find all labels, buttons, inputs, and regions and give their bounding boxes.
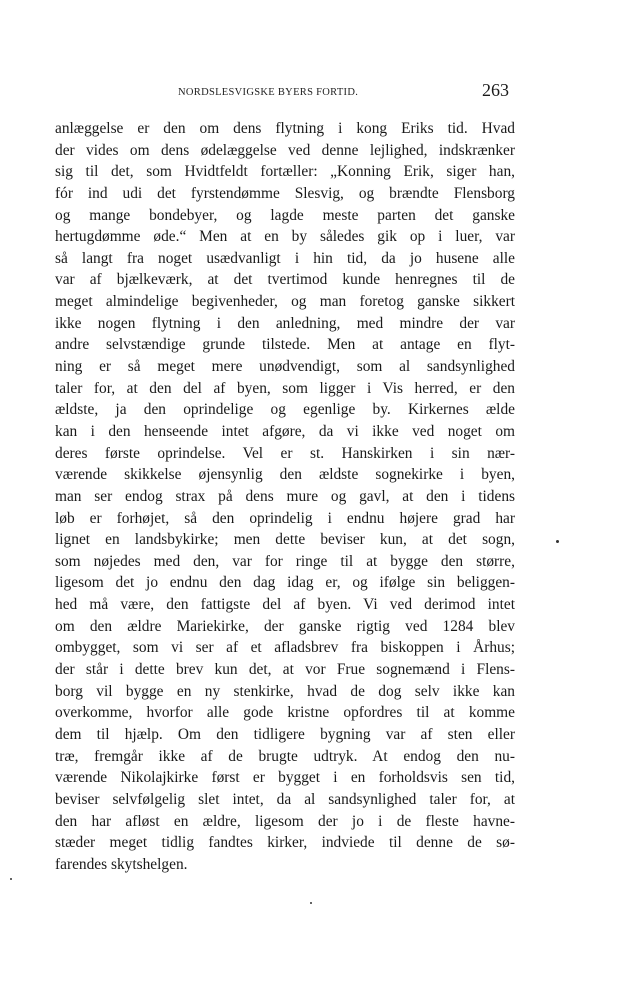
text-line: fór ind udi det fyrstendømme Slesvig, og brændte Flensborg <box>55 184 515 202</box>
text-line: lignet en landsbykirke; men dette beviser kun, at det sogn, <box>55 531 515 549</box>
ink-speck <box>10 878 12 880</box>
text-line: meget almindelige begivenheder, og man foretog ganske sikkert <box>55 293 515 311</box>
body-text <box>55 118 515 875</box>
text-line: ældste, ja den oprindelige og egenlige by. Kirkernes ælde <box>55 401 515 419</box>
text-line: værende skikkelse øjensynlig den ældste sognekirke i byen, <box>55 466 515 484</box>
text-line: der står i dette brev kun det, at vor Frue sognemænd i Flens- <box>55 661 515 679</box>
text-line: kan i den henseende intet afgøre, da vi ikke ved noget om <box>55 422 515 440</box>
text-line: stæder meget tidlig fandtes kirker, indviede til denne de sø- <box>55 834 515 852</box>
text-line: den har afløst en ældre, ligesom der jo i de fleste havne- <box>55 812 515 830</box>
text-line: anlæggelse er den om dens flytning i kong Eriks tid. Hvad <box>55 120 515 137</box>
text-line: ikke nogen flytning i den anledning, med mindre der var <box>55 314 515 332</box>
ink-speck <box>310 902 312 904</box>
text-line: hertugdømme øde.“ Men at en by således gik op i luer, var <box>55 228 515 246</box>
text-line: så langt fra noget usædvanligt i hin tid, da jo husene alle <box>55 249 515 267</box>
text-line: der vides om dens ødelæggelse ved denne lejlighed, indskrænker <box>55 141 515 159</box>
text-line: overkomme, hvorfor alle gode kristne opfordres til at komme <box>55 704 515 722</box>
text-line: ning er så meget mere unødvendigt, som al sandsynlighed <box>55 358 515 376</box>
text-line: beviser selvfølgelig slet intet, da al sandsynlighed taler for, at <box>55 790 515 808</box>
text-line: borg vil bygge en ny stenkirke, hvad de dog selv ikke kan <box>55 682 515 700</box>
text-line: var af bjælkeværk, at det tvertimod kunde henregnes til de <box>55 271 515 289</box>
text-line: sig til det, som Hvidtfeldt fortæller: „Konning Erik, siger han, <box>55 163 515 181</box>
text-line: hed må være, den fattigste del af byen. Vi ved derimod intet <box>55 596 515 614</box>
running-header: NORDSLESVIGSKE BYERS FORTID. <box>178 87 359 98</box>
text-line: deres første oprindelse. Vel er st. Hanskirken i sin nær- <box>55 444 515 462</box>
text-line: man ser endog strax på dens mure og gavl, at den i tidens <box>55 487 515 505</box>
text-line: dem til hjælp. Om den tidligere bygning var af sten eller <box>55 725 515 743</box>
text-line: andre selvstændige grunde tilstede. Men at antage en flyt- <box>55 336 515 354</box>
text-line-final: farendes skytshelgen. <box>55 855 188 873</box>
text-line: og mange bondebyer, og lagde meste parten det ganske <box>55 206 515 224</box>
text-line: ombygget, som vi ser af et afladsbrev fra biskoppen i Århus; <box>55 639 515 657</box>
text-line: ligesom det jo endnu den dag idag er, og ifølge sin beliggen- <box>55 574 515 592</box>
text-line: taler for, at den del af byen, som ligger i Vis herred, er den <box>55 379 515 397</box>
text-line: som nøjedes med den, var for ringe til at bygge den større, <box>55 552 515 570</box>
page-number: 263 <box>482 80 509 100</box>
text-line: løb er forhøjet, så den oprindelig i endnu højere grad har <box>55 509 515 527</box>
text-line: værende Nikolajkirke først er bygget i en forholdsvis sen tid, <box>55 769 515 787</box>
text-line: træ, fremgår ikke af de brugte udtryk. At endog den nu- <box>55 747 515 765</box>
text-line: om den ældre Mariekirke, der ganske rigtig ved 1284 blev <box>55 617 515 635</box>
ink-speck <box>556 540 559 543</box>
